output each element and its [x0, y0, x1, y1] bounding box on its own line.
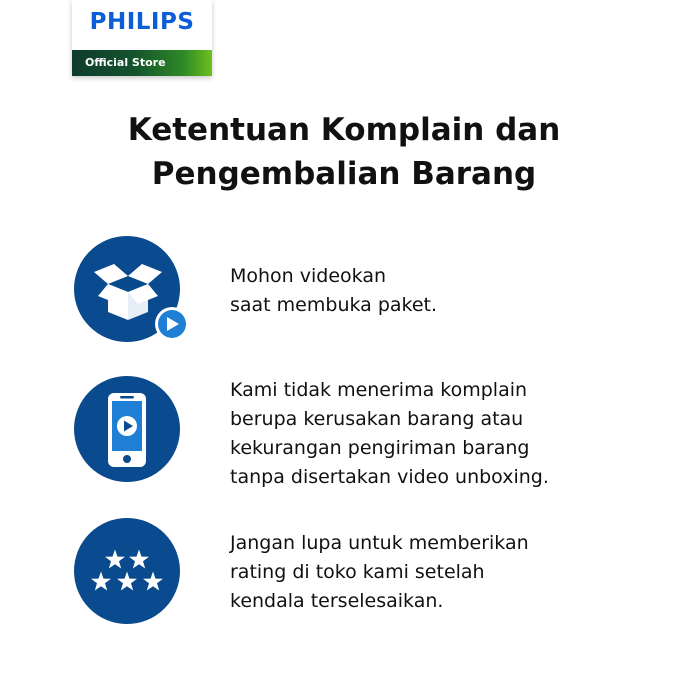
store-logo — [72, 0, 212, 76]
brand-subtitle-bar — [72, 50, 212, 76]
instruction-text — [230, 529, 670, 616]
instruction-line: Mohon videokan — [230, 265, 387, 287]
instruction-line: tanpa disertakan video unboxing. — [230, 466, 549, 488]
instruction-line: saat membuka paket. — [230, 294, 438, 316]
instruction-text — [230, 376, 670, 492]
five-stars-icon — [74, 518, 180, 624]
instruction-line: rating di toko kami setelah — [230, 561, 485, 583]
instruction-line: Jangan lupa untuk memberikan — [230, 532, 529, 554]
brand-subtitle: Official Store — [85, 56, 166, 69]
open-box-video-icon — [74, 236, 180, 342]
instruction-line: kendala terselesaikan. — [230, 590, 444, 612]
page-title — [0, 108, 688, 196]
title-line: Ketentuan Komplain dan — [127, 112, 561, 148]
instruction-text — [230, 262, 670, 320]
title-line: Pengembalian Barang — [151, 156, 537, 192]
smartphone-video-icon — [74, 376, 180, 482]
instruction-line: berupa kerusakan barang atau — [230, 408, 524, 430]
brand-name: PHILIPS — [89, 9, 195, 35]
instruction-line: Kami tidak menerima komplain — [230, 379, 528, 401]
instruction-line: kekurangan pengiriman barang — [230, 437, 530, 459]
